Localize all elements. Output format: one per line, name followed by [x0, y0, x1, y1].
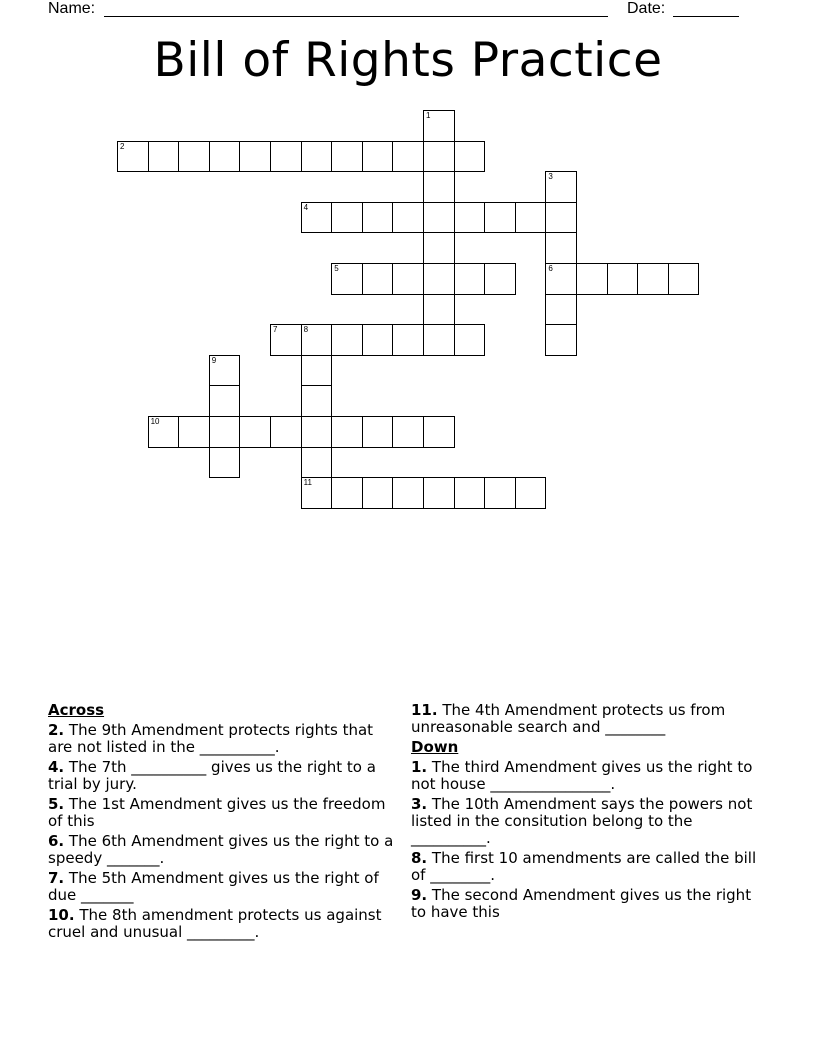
clue-across-7 — [48, 870, 398, 904]
crossword-cell[interactable] — [362, 416, 394, 448]
crossword-cell[interactable] — [423, 477, 455, 509]
crossword-cell[interactable] — [209, 141, 241, 173]
date-label: Date: — [627, 0, 666, 17]
clue-across-11 — [411, 702, 761, 736]
clue-down-3 — [411, 796, 761, 847]
clue-number: 8. — [411, 849, 428, 867]
clue-text: The 6th Amendment gives us the right to a speedy _______. — [48, 832, 394, 867]
crossword-cell[interactable] — [515, 202, 547, 234]
crossword-cell[interactable] — [423, 141, 455, 173]
clue-text: The 9th Amendment protects rights that are not listed in the __________. — [48, 721, 374, 756]
crossword-cell[interactable] — [362, 477, 394, 509]
crossword-cell[interactable] — [392, 477, 424, 509]
crossword-cell[interactable] — [301, 202, 333, 234]
cell-number: 2 — [120, 141, 125, 151]
crossword-cell[interactable] — [454, 263, 486, 295]
crossword-cell[interactable] — [392, 416, 424, 448]
clues-right-column — [411, 702, 761, 924]
crossword-cell[interactable] — [392, 263, 424, 295]
crossword-cell[interactable] — [362, 324, 394, 356]
cell-number: 3 — [548, 172, 553, 182]
crossword-cell[interactable] — [423, 232, 455, 264]
crossword-cell[interactable] — [484, 263, 516, 295]
clue-text: The 1st Amendment gives us the freedom of this — [48, 795, 386, 830]
crossword-cell[interactable] — [545, 171, 577, 203]
crossword-cell[interactable] — [148, 141, 180, 173]
clue-number: 2. — [48, 721, 65, 739]
crossword-cell[interactable] — [301, 355, 333, 387]
crossword-cell[interactable] — [331, 141, 363, 173]
cell-number: 8 — [303, 325, 309, 335]
clue-across-5 — [48, 796, 398, 830]
crossword-cell[interactable] — [331, 416, 363, 448]
crossword-cell[interactable] — [331, 477, 363, 509]
crossword-cell[interactable] — [392, 202, 424, 234]
crossword-cell[interactable] — [515, 477, 547, 509]
cell-number: 1 — [426, 111, 431, 120]
clue-across-2 — [48, 722, 398, 756]
crossword-cell[interactable] — [117, 141, 149, 173]
crossword-cell[interactable] — [454, 324, 486, 356]
crossword-cell[interactable] — [209, 385, 241, 417]
clue-text: The second Amendment gives us the right to have this — [411, 886, 752, 921]
crossword-cell[interactable] — [423, 171, 455, 203]
crossword-cell[interactable] — [545, 202, 577, 234]
clue-text: The 5th Amendment gives us the right of due _______ — [48, 869, 379, 904]
clue-number: 10. — [48, 906, 75, 924]
clue-number: 7. — [48, 869, 65, 887]
crossword-cell[interactable] — [331, 263, 363, 295]
crossword-cell[interactable] — [301, 416, 333, 448]
crossword-cell[interactable] — [423, 263, 455, 295]
crossword-cell[interactable] — [392, 141, 424, 173]
clue-number: 4. — [48, 758, 65, 776]
cell-number: 10 — [150, 417, 160, 426]
clue-text: The third Amendment gives us the right to not house ________________. — [411, 758, 753, 793]
down-heading: Down — [411, 738, 459, 756]
clue-down-8 — [411, 850, 761, 884]
clue-across-6 — [48, 833, 398, 867]
across-heading: Across — [48, 701, 105, 719]
crossword-cell[interactable] — [637, 263, 669, 295]
crossword-cell[interactable] — [484, 202, 516, 234]
crossword-cell[interactable] — [178, 416, 210, 448]
crossword-cell[interactable] — [209, 447, 241, 479]
crossword-cell[interactable] — [545, 294, 577, 326]
clue-across-10 — [48, 907, 398, 941]
crossword-cell[interactable] — [423, 202, 455, 234]
crossword-cell[interactable] — [301, 324, 333, 356]
name-label: Name: — [48, 0, 96, 17]
cell-number: 4 — [303, 202, 309, 212]
crossword-cell[interactable] — [301, 447, 333, 479]
crossword-cell[interactable] — [270, 416, 302, 448]
crossword-cell[interactable] — [423, 294, 455, 326]
crossword-cell[interactable] — [454, 477, 486, 509]
clue-number: 5. — [48, 795, 65, 813]
clue-down-9 — [411, 887, 761, 921]
crossword-cell[interactable] — [148, 416, 180, 448]
clue-text: The 10th Amendment says the powers not listed in the consitution belong to the __________. — [411, 795, 753, 847]
crossword-cell[interactable] — [209, 416, 241, 448]
cell-number: 7 — [273, 325, 278, 335]
clue-number: 11. — [411, 701, 438, 719]
crossword-cell[interactable] — [301, 385, 333, 417]
crossword-cell[interactable] — [545, 324, 577, 356]
crossword-cell[interactable] — [668, 263, 700, 295]
crossword-cell[interactable] — [331, 324, 363, 356]
crossword-cell[interactable] — [423, 416, 455, 448]
crossword-cell[interactable] — [331, 202, 363, 234]
cell-number: 11 — [303, 478, 312, 488]
crossword-cell[interactable] — [362, 141, 394, 173]
crossword-cell[interactable] — [178, 141, 210, 173]
crossword-cell[interactable] — [423, 324, 455, 356]
crossword-cell[interactable] — [301, 141, 333, 173]
crossword-cell[interactable] — [484, 477, 516, 509]
crossword-cell[interactable] — [392, 324, 424, 356]
crossword-cell[interactable] — [270, 324, 302, 356]
crossword-cell[interactable] — [239, 416, 271, 448]
clue-number: 9. — [411, 886, 428, 904]
crossword-cell[interactable] — [545, 232, 577, 264]
clue-text: The 7th __________ gives us the right to a trial by jury. — [48, 758, 376, 793]
crossword-cell[interactable] — [454, 202, 486, 234]
crossword-cell[interactable] — [209, 355, 241, 387]
crossword-cell[interactable] — [362, 263, 394, 295]
crossword-cell[interactable] — [545, 263, 577, 295]
clue-number: 1. — [411, 758, 428, 776]
clue-across-4 — [48, 759, 398, 793]
crossword-cell[interactable] — [607, 263, 639, 295]
crossword-cell[interactable] — [576, 263, 608, 295]
cell-number: 5 — [334, 264, 339, 273]
clue-text: The 4th Amendment protects us from unreasonable search and ________ — [411, 701, 726, 736]
clue-text: The 8th amendment protects us against cruel and unusual _________. — [48, 906, 382, 941]
crossword-cell[interactable] — [239, 141, 271, 173]
clue-number: 6. — [48, 832, 65, 850]
clue-number: 3. — [411, 795, 428, 813]
cell-number: 6 — [548, 264, 553, 273]
crossword-cell[interactable] — [423, 110, 455, 142]
page-title: Bill of Rights Practice — [153, 33, 663, 88]
crossword-cell[interactable] — [362, 202, 394, 234]
crossword-cell[interactable] — [301, 477, 333, 509]
clue-text: The first 10 amendments are called the bill of ________. — [411, 849, 757, 884]
cell-number: 9 — [211, 355, 217, 365]
clues-left-column — [48, 702, 398, 944]
crossword-cell[interactable] — [270, 141, 302, 173]
clue-down-1 — [411, 759, 761, 793]
crossword-cell[interactable] — [454, 141, 486, 173]
